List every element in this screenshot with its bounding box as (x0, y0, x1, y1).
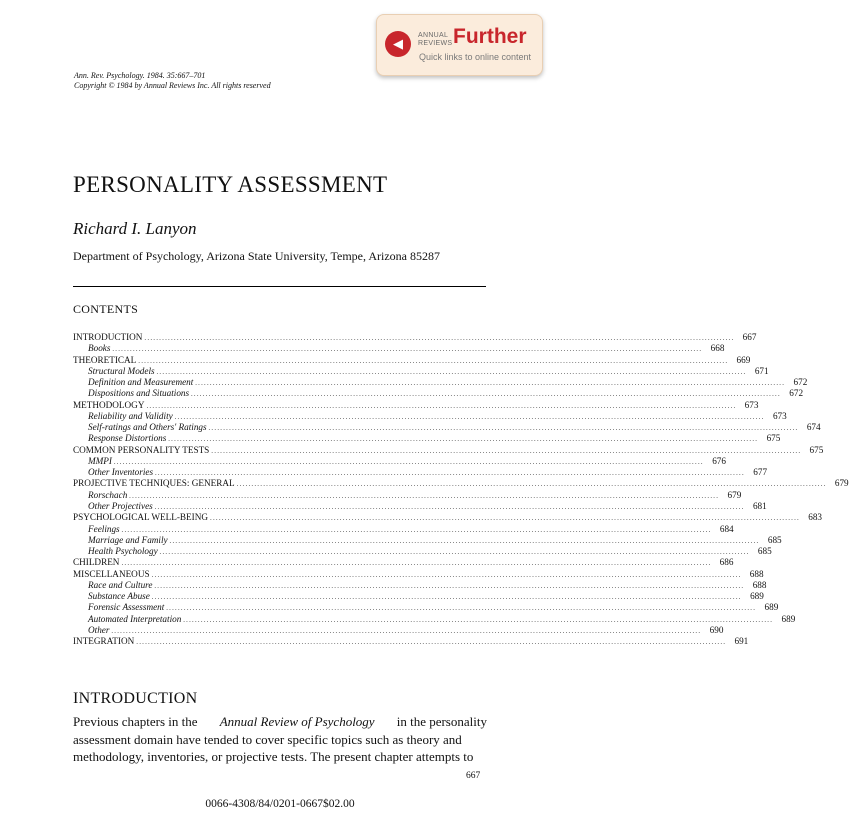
toc-leader-dots: ........................................................................................................................................................................................................ (166, 604, 757, 613)
toc-leader-dots: ........................................................................................................................................................................................................ (112, 345, 703, 354)
toc-entry[interactable] (73, 455, 726, 467)
toc-entry[interactable] (73, 354, 751, 366)
toc-entry-page: 689 (750, 591, 764, 602)
toc-entry[interactable] (73, 636, 749, 647)
toc-entry-page: 685 (767, 534, 782, 545)
toc-leader-dots: ........................................................................................................................................................................................................ (168, 435, 759, 444)
toc-entry-page: 681 (752, 500, 767, 511)
toc-entry-label: Other (88, 624, 110, 635)
toc-entry[interactable] (73, 444, 824, 456)
badge-line1: ANNUAL (418, 32, 449, 39)
badge-subtitle: Quick links to online content (419, 52, 532, 62)
toc-leader-dots: ........................................................................................................................................................................................................ (151, 570, 742, 579)
toc-entry-page: 673 (772, 410, 787, 421)
toc-entry-page: 677 (753, 467, 768, 478)
toc-entry-label: METHODOLOGY (73, 399, 145, 410)
toc-entry-label: Books (88, 343, 111, 354)
toc-leader-dots: ........................................................................................................................................................................................................ (138, 356, 729, 365)
toc-entry[interactable] (73, 557, 734, 568)
toc-leader-dots: ........................................................................................................................................................................................................ (144, 334, 735, 342)
toc-entry-page: 689 (781, 613, 796, 624)
toc-entry-page: 673 (744, 399, 759, 410)
body-line-1-a: Previous chapters in the (73, 714, 198, 729)
toc-entry-label: INTEGRATION (73, 636, 135, 647)
toc-entry-page: 683 (808, 512, 822, 523)
body-line-3: methodology, inventories, or projective tests. The present chapter attempts to (73, 749, 474, 764)
section-heading-introduction: INTRODUCTION (73, 690, 198, 707)
toc-entry-label: Other Inventories (88, 467, 154, 478)
toc-entry-label: Marriage and Family (88, 534, 168, 545)
toc-entry-label: THEORETICAL (73, 354, 137, 365)
contents-heading: CONTENTS (73, 302, 139, 316)
toc-entry[interactable] (73, 591, 764, 602)
toc-leader-dots: ........................................................................................................................................................................................................ (136, 638, 727, 647)
body-text (73, 713, 487, 766)
toc-entry-label: MISCELLANEOUS (73, 568, 150, 579)
toc-entry-label: Definition and Measurement (88, 377, 194, 388)
toc-entry[interactable] (73, 343, 725, 354)
toc-entry-page: 667 (742, 332, 757, 342)
toc-entry[interactable] (73, 410, 787, 422)
toc-entry[interactable] (73, 365, 769, 377)
toc-leader-dots: ........................................................................................................................................................................................................ (208, 424, 799, 433)
toc-entry-label: Structural Models (88, 365, 155, 376)
body-line-2: assessment domain have tended to cover specific topics such as theory and (73, 731, 462, 747)
toc-entry-page: 688 (752, 579, 767, 590)
toc-leader-dots: ........................................................................................................................................................................................................ (169, 536, 760, 545)
toc-entry-page: 669 (736, 354, 751, 365)
toc-entry-page: 679 (727, 489, 742, 500)
toc-entry-label: MMPI (88, 455, 112, 466)
toc-entry[interactable] (73, 377, 808, 388)
toc-entry-label: INTRODUCTION (73, 332, 143, 342)
toc-entry-label: Health Psychology (88, 546, 158, 557)
toc-entry[interactable] (73, 523, 734, 535)
toc-entry-page: 671 (754, 365, 769, 376)
toc-entry-label: Self-ratings and Others' Ratings (88, 422, 207, 433)
author-name: Richard I. Lanyon (73, 219, 197, 238)
toc-entry-label: Forensic Assessment (88, 602, 165, 613)
toc-entry-label: PSYCHOLOGICAL WELL-BEING (73, 512, 208, 523)
page-number: 667 (466, 771, 481, 781)
toc-entry-page: 689 (764, 602, 779, 613)
toc-leader-dots: ........................................................................................................................................................................................................ (129, 491, 720, 500)
toc-entry-label: Rorschach (88, 489, 128, 500)
toc-entry-page: 690 (709, 624, 724, 635)
toc-entry[interactable] (73, 500, 767, 512)
annual-reviews-logo-icon: ◀ (385, 31, 411, 57)
toc-entry-page: 675 (766, 433, 781, 444)
journal-name: Annual Review of Psychology (219, 714, 375, 729)
toc-entry-label: Dispositions and Situations (88, 388, 190, 399)
further-badge[interactable] (376, 14, 543, 76)
toc-entry-page: 674 (806, 422, 821, 433)
toc-entry-label: Response Distortions (88, 433, 167, 444)
toc-entry-page: 688 (749, 568, 764, 579)
toc-entry[interactable] (73, 399, 759, 411)
toc-entry[interactable] (73, 579, 767, 591)
toc-leader-dots: ........................................................................................................................................................................................................ (174, 412, 765, 421)
toc-entry[interactable] (73, 602, 779, 613)
toc-entry-page: 685 (757, 546, 772, 557)
badge-line2: REVIEWS (418, 40, 453, 47)
toc-leader-dots: ........................................................................................................................................................................................................ (191, 390, 782, 399)
toc-entry[interactable] (73, 388, 804, 399)
footer-code: 0066-4308/84/0201-0667$02.00 (205, 798, 355, 810)
toc-entry[interactable] (73, 422, 821, 433)
toc-leader-dots: ........................................................................................................................................................................................................ (154, 502, 745, 511)
toc-leader-dots: ........................................................................................................................................................................................................ (151, 593, 742, 602)
toc-leader-dots: ........................................................................................................................................................................................................ (210, 514, 800, 523)
toc-entry[interactable] (73, 478, 849, 489)
toc-leader-dots: ........................................................................................................................................................................................................ (211, 446, 802, 455)
toc-leader-dots: ........................................................................................................................................................................................................ (121, 525, 712, 534)
toc-leader-dots: ........................................................................................................................................................................................................ (154, 581, 745, 590)
toc-entry-label: Automated Interpretation (88, 613, 182, 624)
toc-leader-dots: ........................................................................................................................................................................................................ (183, 615, 774, 624)
toc-entry[interactable] (73, 433, 781, 444)
toc-entry[interactable] (73, 568, 764, 580)
toc-entry-page: 672 (793, 377, 808, 388)
toc-entry[interactable] (73, 546, 772, 557)
toc-leader-dots: ........................................................................................................................................................................................................ (155, 469, 746, 478)
toc-entry-label: PROJECTIVE TECHNIQUES: GENERAL (73, 478, 235, 489)
toc-entry-label: COMMON PERSONALITY TESTS (73, 444, 210, 455)
citation-line-1: Ann. Rev. Psychology. 1984. 35:667–701 (74, 71, 206, 80)
article-title: PERSONALITY ASSESSMENT (73, 172, 388, 197)
toc-leader-dots: ........................................................................................................................................................................................................ (159, 548, 750, 557)
toc-entry-page: 691 (734, 636, 749, 647)
toc-leader-dots: ........................................................................................................................................................................................................ (146, 401, 737, 410)
toc-entry[interactable] (73, 512, 822, 523)
toc-leader-dots: ........................................................................................................................................................................................................ (111, 626, 702, 635)
badge-further-word: Further (453, 25, 527, 48)
toc-entry-label: Race and Culture (88, 579, 153, 590)
toc-entry[interactable] (73, 467, 768, 478)
toc-entry-page: 676 (712, 455, 726, 466)
table-of-contents (73, 332, 849, 647)
toc-leader-dots: ........................................................................................................................................................................................................ (236, 480, 827, 489)
toc-entry-label: CHILDREN (73, 557, 120, 568)
citation (74, 71, 271, 91)
toc-entry-label: Feelings (88, 523, 120, 534)
body-line-1 (73, 713, 487, 731)
toc-entry[interactable] (73, 534, 782, 546)
badge-brand (418, 32, 453, 48)
toc-leader-dots: ........................................................................................................................................................................................................ (156, 367, 747, 376)
toc-entry-page: 672 (789, 388, 804, 399)
citation-line-2: Copyright © 1984 by Annual Reviews Inc. All rights reserved (74, 81, 271, 90)
toc-entry-label: Substance Abuse (88, 591, 150, 602)
toc-entry-label: Reliability and Validity (88, 410, 173, 421)
toc-entry-page: 684 (719, 523, 734, 534)
toc-entry-page: 668 (710, 343, 725, 354)
toc-entry[interactable] (73, 624, 724, 636)
toc-leader-dots: ........................................................................................................................................................................................................ (121, 559, 712, 568)
toc-leader-dots: ........................................................................................................................................................................................................ (113, 457, 704, 466)
toc-entry-label: Other Projectives (88, 500, 153, 511)
toc-entry[interactable] (73, 613, 796, 625)
body-line-1-b: in the personality (396, 714, 487, 729)
toc-entry-page: 679 (834, 478, 849, 489)
toc-entry-page: 675 (809, 444, 824, 455)
toc-entry[interactable] (73, 489, 742, 501)
author-affiliation: Department of Psychology, Arizona State University, Tempe, Arizona 85287 (73, 249, 440, 263)
toc-entry-page: 686 (719, 557, 734, 568)
toc-leader-dots: ........................................................................................................................................................................................................ (195, 379, 786, 388)
toc-entry[interactable] (73, 332, 757, 343)
divider (73, 286, 486, 287)
